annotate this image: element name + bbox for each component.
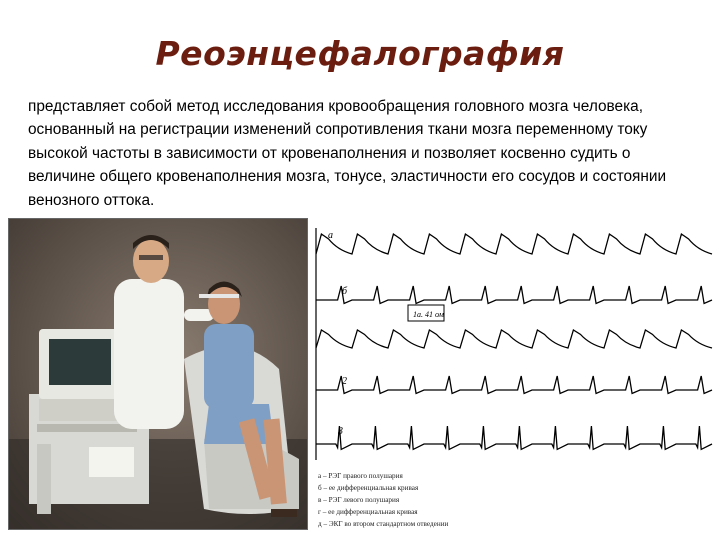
trace-d — [316, 376, 712, 394]
slide-title: Реоэнцефалография — [155, 34, 565, 73]
legend-item: а – РЭГ правого полушария — [318, 472, 403, 480]
trace-e — [316, 426, 712, 449]
legend-item: б – ее дифференциальная кривая — [318, 484, 419, 492]
trace-label-b: б — [342, 286, 348, 297]
rheogram-chart — [312, 222, 714, 462]
legend-item: д – ЭКГ во втором стандартном отведении — [318, 520, 449, 528]
rheoencephalography-session-photo-icon — [8, 218, 308, 530]
slide-body-text: представляет собой метод исследования кровообращения головного мозга человека, основанный на регистрации изменений сопротивления ткани мозга переменному току высокой частоты в зависимости от кровенаполнения и позволяет косвенно судить о величине общего кровенаполнения мозга, тонусе, эластичности его сосудов и состоянии венозного оттока. — [28, 98, 667, 209]
calibration-label: 1а. 41 ом — [413, 310, 444, 319]
trace-label-a: a — [328, 230, 333, 241]
legend-item: в – РЭГ левого полушария — [318, 496, 400, 504]
trace-label-3: 3 — [338, 426, 343, 437]
trace-c — [316, 330, 712, 348]
trace-label-2: 2 — [342, 376, 347, 387]
trace-a — [316, 234, 712, 254]
rheogram-legend — [318, 470, 578, 530]
legend-item: г – ее дифференциальная кривая — [318, 508, 418, 516]
trace-b — [316, 286, 712, 304]
